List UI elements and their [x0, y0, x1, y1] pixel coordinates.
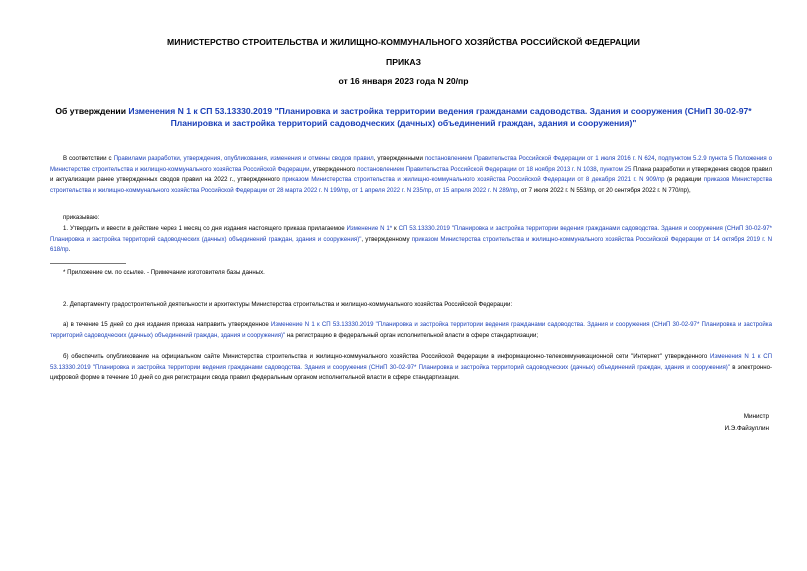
para5-text-2: на регистрацию в федеральный орган исполнительной власти в сфере стандартизации;	[285, 331, 539, 339]
para1-text-4: , утвержденного	[309, 165, 358, 173]
para1-text-7: (в редакции	[664, 176, 704, 183]
para3-text-3: , утвержденному	[361, 235, 412, 243]
para3-text-2: к	[392, 225, 399, 232]
paragraph-item-2b	[50, 352, 772, 384]
paragraph-basis	[50, 154, 772, 196]
link-order-618[interactable]: приказом Министерства строительства и жилищно-коммунального хозяйства Российской Федерации от 14 октября 2019 г. N 618/пр	[50, 235, 772, 253]
link-amendment-1-2a[interactable]: Изменение N 1 к СП 53.13330.2019 "Планировка и застройка территории ведения гражданами садоводства. Здания и сооружения (СНиП 30-02-97* Планировка и застройка территорий садоводческих (дачных) объединений граждан, здания и сооружения)"	[50, 321, 773, 339]
orders-label: приказываю:	[63, 214, 100, 221]
para3-text-1: 1. Утвердить и ввести в действие через 1 месяц со дня издания настоящего приказа прилагаемое	[63, 225, 347, 232]
para1-text-10: , от 7 июля 2022 г. N 553/пр, от 20 сентября 2022 г. N 770/пр),	[517, 186, 691, 194]
footnote-divider	[50, 263, 126, 264]
para1-text-8: ,	[348, 186, 352, 194]
para1-text-3: ,	[654, 155, 659, 162]
link-subparagraph-5-2-9[interactable]: подпунктом 5.2.9 пункта 5 Положения о Министерстве строительства и жилищно-коммунального хозяйства Российской Федерации	[50, 155, 772, 173]
link-sp-53-13330[interactable]: СП 53.13330.2019 "Планировка и застройка территории ведения гражданами садоводства. Здания и сооружения (СНиП 30-02-97* Планировка и застройка территорий садоводческих (дачных) объединений граждан, здания и сооружения)"	[50, 225, 772, 243]
link-amendment-1-2b[interactable]: Изменения N 1 к СП 53.13330.2019 "Планировка и застройка территории ведения гражданами садоводства. Здания и сооружения (СНиП 30-02-97* Планировка и застройка территорий садоводческих (дачных) объединений граждан, здания и сооружения)"	[50, 353, 772, 371]
document-date-number: от 16 января 2023 года N 20/пр	[338, 76, 469, 86]
paragraph-item-2a	[50, 320, 772, 341]
para3-text-4: .	[68, 246, 71, 253]
paragraph-item-1	[50, 224, 772, 256]
link-resolution-624[interactable]: постановлением Правительства Российской Федерации от 1 июля 2016 г. N 624	[424, 155, 655, 162]
ministry-heading: МИНИСТЕРСТВО СТРОИТЕЛЬСТВА И ЖИЛИЩНО-КОММУНАЛЬНОГО ХОЗЯЙСТВА РОССИЙСКОЙ ФЕДЕРАЦИИ	[167, 37, 640, 47]
para6-text-1: б) обеспечить опубликование на официальном сайте Министерства строительства и жилищно-коммунального хозяйства Российской Федерации в информационно-телекоммуникационной сети "Интернет" утвержденного	[63, 353, 711, 360]
paragraph-item-2: 2. Департаменту градостроительной деятельности и архитектуры Министерства строительства и жилищно-коммунального хозяйства Российской Федерации:	[63, 301, 513, 308]
para1-text-2: , утвержденными	[373, 155, 425, 162]
signer-name: И.Э.Файзуллин	[724, 425, 769, 432]
link-order-235[interactable]: от 1 апреля 2022 г. N 235/пр	[351, 186, 432, 194]
para1-text-6: Плана разработки и утверждения сводов правил и актуализации ранее утвержденных сводов правил на 2022 г., утвержденного	[50, 165, 772, 183]
para6-text-2: в электронно-цифровой форме в течение 10 дней со дня регистрации свода правил федеральным органом исполнительной власти в сфере стандартизации.	[50, 363, 772, 381]
title-link[interactable]: Изменения N 1 к СП 53.13330.2019 "Планировка и застройка территории ведения гражданами садоводства. Здания и сооружения (СНиП 30-02-97* Планировка и застройка территорий садоводческих (дачных) объединений граждан, здания и сооружения)"	[128, 106, 752, 128]
link-orders-199[interactable]: приказов Министерства строительства и жилищно-коммунального хозяйства Российской Федерации от 28 марта 2022 г. N 199/пр	[50, 176, 773, 194]
signature-block	[724, 411, 769, 435]
para1-text-9: ,	[431, 186, 435, 194]
document-type: ПРИКАЗ	[386, 57, 421, 67]
para1-text-5: ,	[596, 165, 601, 173]
link-resolution-1038[interactable]: постановлением Правительства Российской Федерации от 18 ноября 2013 г. N 1038	[357, 165, 597, 173]
footnote: * Приложение см. по ссылке. - Примечание изготовителя базы данных.	[63, 269, 265, 276]
para5-text-1: а) в течение 15 дней со дня издания приказа направить утвержденное	[63, 321, 271, 328]
link-rules[interactable]: Правилами разработки, утверждения, опубликования, изменения и отмены сводов правил	[113, 155, 374, 162]
link-item-25[interactable]: пунктом 25	[600, 165, 632, 173]
para1-text-1: В соответствии с	[63, 155, 114, 162]
document-title	[50, 105, 757, 129]
title-prefix: Об утверждении	[55, 106, 129, 116]
signer-position: Министр	[743, 413, 769, 420]
link-amendment-1[interactable]: Изменение N 1*	[346, 225, 393, 232]
link-order-289[interactable]: от 15 апреля 2022 г. N 289/пр	[434, 186, 518, 194]
link-order-909[interactable]: приказом Министерства строительства и жилищно-коммунального хозяйства Российской Федерации от 8 декабря 2021 г. N 909/пр	[282, 176, 665, 183]
